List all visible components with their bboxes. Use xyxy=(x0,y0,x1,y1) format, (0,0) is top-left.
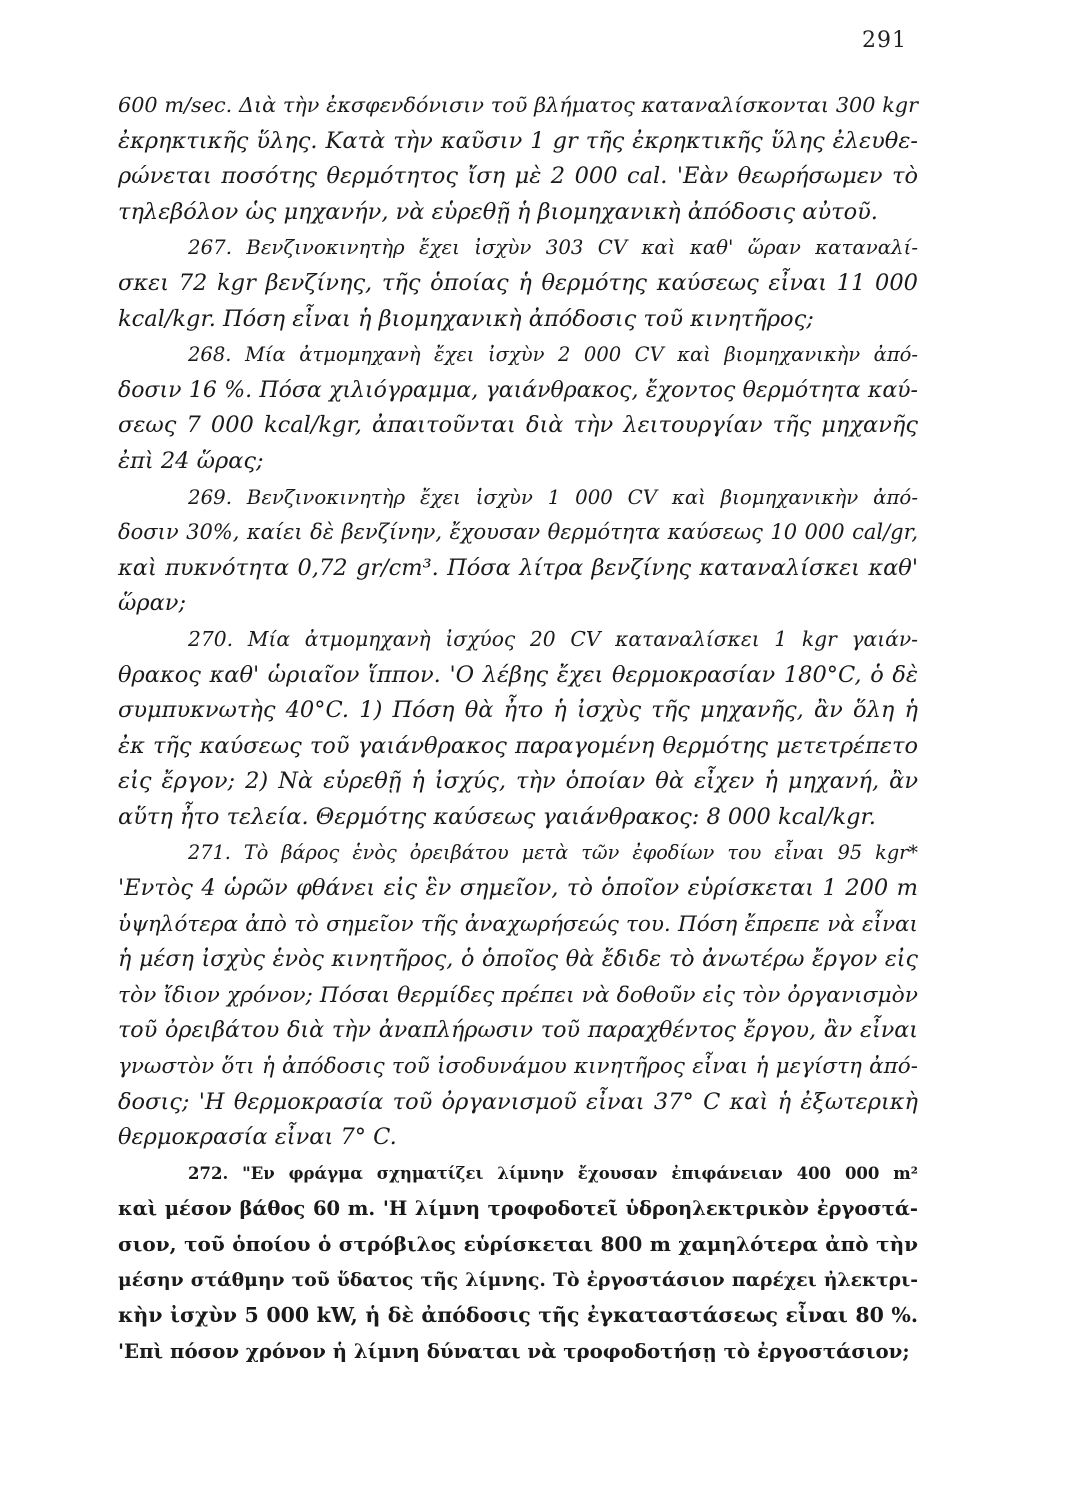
problem-268 xyxy=(118,337,918,479)
text-line: εἰς ἔργον; 2) Νὰ εὑρεθῇ ἡ ἰσχύς, τὴν ὁποίαν θὰ εἶχεν ἡ μηχανή, ἂν xyxy=(118,768,918,795)
text-line: γνωστὸν ὅτι ἡ ἀπόδοσις τοῦ ἰσοδυνάμου κινητῆρος εἶναι ἡ μεγίστη ἀπό- xyxy=(118,1054,918,1080)
problem-269 xyxy=(118,480,918,622)
text-line: σεως 7 000 kcal/kgr, ἀπαιτοῦνται διὰ τὴν λειτουργίαν τῆς μηχανῆς xyxy=(118,412,918,439)
text-line: 268. Μία ἀτμομηχανὴ ἔχει ἰσχὺν 2 000 CV καὶ βιομηχανικὴν ἀπό- xyxy=(188,343,918,367)
text-line: δοσιν 16 %. Πόσα χιλιόγραμμα, γαιάνθρακος, ἔχοντος θερμότητα καύ- xyxy=(118,377,918,403)
problem-271 xyxy=(118,835,918,1155)
text-line: ὥραν; xyxy=(118,590,187,617)
text-line: δοσιν 30%, καίει δὲ βενζίνην, ἔχουσαν θερμότητα καύσεως 10 000 cal/gr, xyxy=(118,520,918,545)
text-line: τὸν ἴδιον χρόνον; Πόσαι θερμίδες πρέπει νὰ δοθοῦν εἰς τὸν ὀργανισμὸν xyxy=(118,982,918,1008)
text-line: 270. Μία ἀτμομηχανὴ ἰσχύος 20 CV καταναλίσκει 1 kgr γαιάν- xyxy=(188,626,918,651)
problem-267 xyxy=(118,230,918,337)
text-line: τηλεβόλον ὡς μηχανήν, νὰ εὑρεθῇ ἡ βιομηχανικὴ ἀπόδοσις αὐτοῦ. xyxy=(118,198,878,225)
text-line: ἐκ τῆς καύσεως τοῦ γαιάνθρακος παραγομένη θερμότης μετετρέπετο xyxy=(118,732,918,759)
text-line: ἐκρηκτικῆς ὕλης. Κατὰ τὴν καῦσιν 1 gr τῆς ἐκρηκτικῆς ὕλης ἐλευθε- xyxy=(118,127,918,154)
problem-266-continuation xyxy=(118,88,918,230)
text-line: συμπυκνωτὴς 40°C. 1) Πόση θὰ ἦτο ἡ ἰσχὺς τῆς μηχανῆς, ἂν ὅλη ἡ xyxy=(118,697,918,724)
text-line: κὴν ἰσχὺν 5 000 kW, ἡ δὲ ἀπόδοσις τῆς ἐγκαταστάσεως εἶναι 80 %. xyxy=(118,1303,918,1328)
text-line: 269. Βενζινοκινητὴρ ἔχει ἰσχὺν 1 000 CV καὶ βιομηχανικὴν ἀπό- xyxy=(188,485,918,509)
text-line: καὶ μέσον βάθος 60 m. 'Η λίμνη τροφοδοτεῖ ὑδροηλεκτρικὸν ἐργοστά- xyxy=(118,1197,918,1221)
text-line: αὕτη ἦτο τελεία. Θερμότης καύσεως γαιάνθρακος: 8 000 kcal/kgr. xyxy=(118,803,876,830)
text-line: καὶ πυκνότητα 0,72 gr/cm³. Πόσα λίτρα βενζίνης καταναλίσκει καθ' xyxy=(118,554,918,581)
text-line: θρακος καθ' ὡριαῖον ἵππον. 'Ο λέβης ἔχει θερμοκρασίαν 180°C, ὁ δὲ xyxy=(118,661,918,688)
text-line: δοσις; 'Η θερμοκρασία τοῦ ὀργανισμοῦ εἶναι 37° C καὶ ἡ ἐξωτερικὴ xyxy=(118,1088,918,1115)
text-line: ὑψηλότερα ἀπὸ τὸ σημεῖον τῆς ἀναχωρήσεώς του. Πόση ἔπρεπε νὰ εἶναι xyxy=(118,911,918,937)
page-number: 291 xyxy=(862,28,907,53)
text-line: 600 m/sec. Διὰ τὴν ἐκσφενδόνισιν τοῦ βλήματος καταναλίσκονται 300 kgr xyxy=(118,93,918,117)
text-line: τοῦ ὀρειβάτου διὰ τὴν ἀναπλήρωσιν τοῦ παραχθέντος ἔργου, ἂν εἶναι xyxy=(118,1017,918,1044)
text-line: kcal/kgr. Πόση εἶναι ἡ βιομηχανικὴ ἀπόδοσις τοῦ κινητῆρος; xyxy=(118,305,814,332)
text-line: 'Επὶ πόσον χρόνον ἡ λίμνη δύναται νὰ τροφοδοτήσῃ τὸ ἐργοστάσιον; xyxy=(118,1338,910,1363)
problems-text xyxy=(118,88,918,1369)
text-line: ρώνεται ποσότης θερμότητος ἴση μὲ 2 000 cal. 'Εὰν θεωρήσωμεν τὸ xyxy=(118,163,918,190)
text-line: 272. "Εν φράγμα σχηματίζει λίμνην ἔχουσαν ἐπιφάνειαν 400 000 m² xyxy=(188,1163,918,1183)
text-line: 267. Βενζινοκινητὴρ ἔχει ἰσχὺν 303 CV καὶ καθ' ὥραν καταναλί- xyxy=(188,236,918,260)
text-line: μέσην στάθμην τοῦ ὕδατος τῆς λίμνης. Τὸ ἐργοστάσιον παρέχει ἠλεκτρι- xyxy=(118,1268,918,1291)
problem-270 xyxy=(118,622,918,836)
text-line: 271. Τὸ βάρος ἑνὸς ὀρειβάτου μετὰ τῶν ἐφοδίων του εἶναι 95 kgr* xyxy=(188,841,918,865)
problem-272 xyxy=(118,1156,918,1370)
text-line: θερμοκρασία εἶναι 7° C. xyxy=(118,1124,397,1151)
text-line: ἡ μέση ἰσχὺς ἑνὸς κινητῆρος, ὁ ὁποῖος θὰ ἔδιδε τὸ ἀνωτέρω ἔργον εἰς xyxy=(118,946,918,973)
text-line: σκει 72 kgr βενζίνης, τῆς ὁποίας ἡ θερμότης καύσεως εἶναι 11 000 xyxy=(118,269,918,296)
text-line: ἐπὶ 24 ὥρας; xyxy=(118,447,264,474)
text-line: σιον, τοῦ ὁποίου ὁ στρόβιλος εὑρίσκεται 800 m χαμηλότερα ἀπὸ τὴν xyxy=(118,1232,918,1256)
text-line: 'Εντὸς 4 ὡρῶν φθάνει εἰς ἓν σημεῖον, τὸ ὁποῖον εὑρίσκεται 1 200 m xyxy=(118,875,918,902)
